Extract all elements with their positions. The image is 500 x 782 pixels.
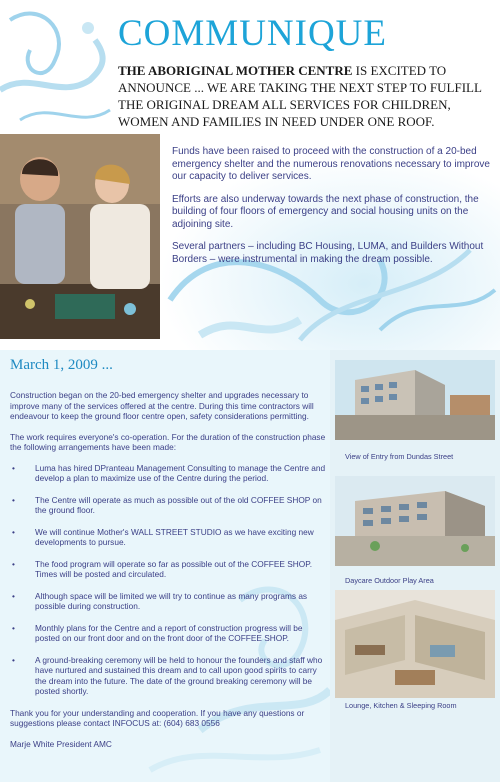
page-title: COMMUNIQUE: [118, 13, 387, 54]
list-item: [10, 559, 326, 580]
list-item-text: Monthly plans for the Centre and a report of construction progress will be posted on our front door and on the front door of the COFFEE SHOP.: [35, 622, 303, 643]
funds-paragraph: Efforts are also underway towards the next phase of construction, the building of four floors of emergency and social housing units on the adjoining site.: [172, 193, 479, 230]
funds-paragraph: Funds have been raised to proceed with the construction of a 20-bed emergency shelter and the numerous renovations necessary to improve our capacity to deliver services.: [172, 146, 490, 182]
intro-announcement: [118, 62, 494, 130]
list-item-text: A ground-breaking ceremony will be held to honour the founders and staff who have nurtured and sustained this dream and to call upon good spirits to carry the dream into the future. The date of the ground breaking ceremony will be posted shortly.: [35, 654, 323, 696]
funds-paragraph: Several partners – including BC Housing, LUMA, and Builders Without Borders – were instrumental in making the dream possible.: [172, 241, 484, 265]
daycare-rendering-image: [335, 476, 495, 566]
caption-entry: View of Entry from Dundas Street: [345, 452, 454, 461]
list-item: [10, 591, 326, 612]
body-paragraph: The work requires everyone's co-operation. For the duration of the construction phase the following arrangements have been made:: [10, 431, 326, 452]
thanks-paragraph: Thank you for your understanding and cooperation. If you have any questions or suggestions please contact INFOCUS at: (604) 683 0556: [10, 707, 305, 728]
bullet-icon: •: [12, 494, 15, 505]
list-item: [10, 463, 326, 484]
bullet-icon: •: [12, 462, 15, 473]
list-item-text: Although space will be limited we will try to continue as many programs as possible during construction.: [35, 590, 308, 611]
bullet-icon: •: [12, 654, 15, 665]
signature: Marje White President AMC: [10, 738, 112, 749]
list-item: [10, 655, 326, 697]
caption-lounge: Lounge, Kitchen & Sleeping Room: [345, 701, 457, 710]
list-item-text: We will continue Mother's WALL STREET STUDIO as we have exciting new developments to pursue.: [35, 526, 314, 547]
children-activity-photo: [0, 134, 160, 339]
list-item: [10, 623, 326, 644]
update-date: March 1, 2009 ...: [10, 357, 113, 373]
lounge-rendering-image: [335, 590, 495, 698]
funds-section: [172, 146, 492, 276]
bullet-icon: •: [12, 622, 15, 633]
list-item-text: The Centre will operate as much as possible out of the old COFFEE SHOP on the ground floor.: [35, 494, 322, 515]
bullet-icon: •: [12, 590, 15, 601]
caption-daycare: Daycare Outdoor Play Area: [345, 576, 434, 585]
update-body: [10, 390, 326, 759]
body-paragraph: Construction began on the 20-bed emergency shelter and upgrades necessary to improve many of the services offered at the centre. During this time contractors will endeavour to keep the ground floor centre open, safety considerations permitting.: [10, 390, 314, 421]
bullet-icon: •: [12, 526, 15, 537]
list-item-text: Luma has hired DPranteau Management Consulting to manage the Centre and develop a plan to maximize use of the Centre during the period.: [35, 462, 326, 483]
intro-text: IS EXCITED TO ANNOUNCE ... WE ARE TAKING THE NEXT STEP TO FULFILL THE ORIGINAL DREAM ALL SERVICES FOR CHILDREN, WOMEN AND FAMILIES IN NEED UNDER ONE ROOF.: [118, 63, 482, 129]
list-item: [10, 527, 326, 548]
list-item-text: The food program will operate so far as possible out of the COFFEE SHOP. Times will be posted and circulated.: [35, 558, 313, 579]
entry-rendering-image: [335, 360, 495, 440]
arrangements-list: [10, 463, 326, 697]
intro-organization: THE ABORIGINAL MOTHER CENTRE: [118, 63, 353, 78]
bullet-icon: •: [12, 558, 15, 569]
list-item: [10, 495, 326, 516]
